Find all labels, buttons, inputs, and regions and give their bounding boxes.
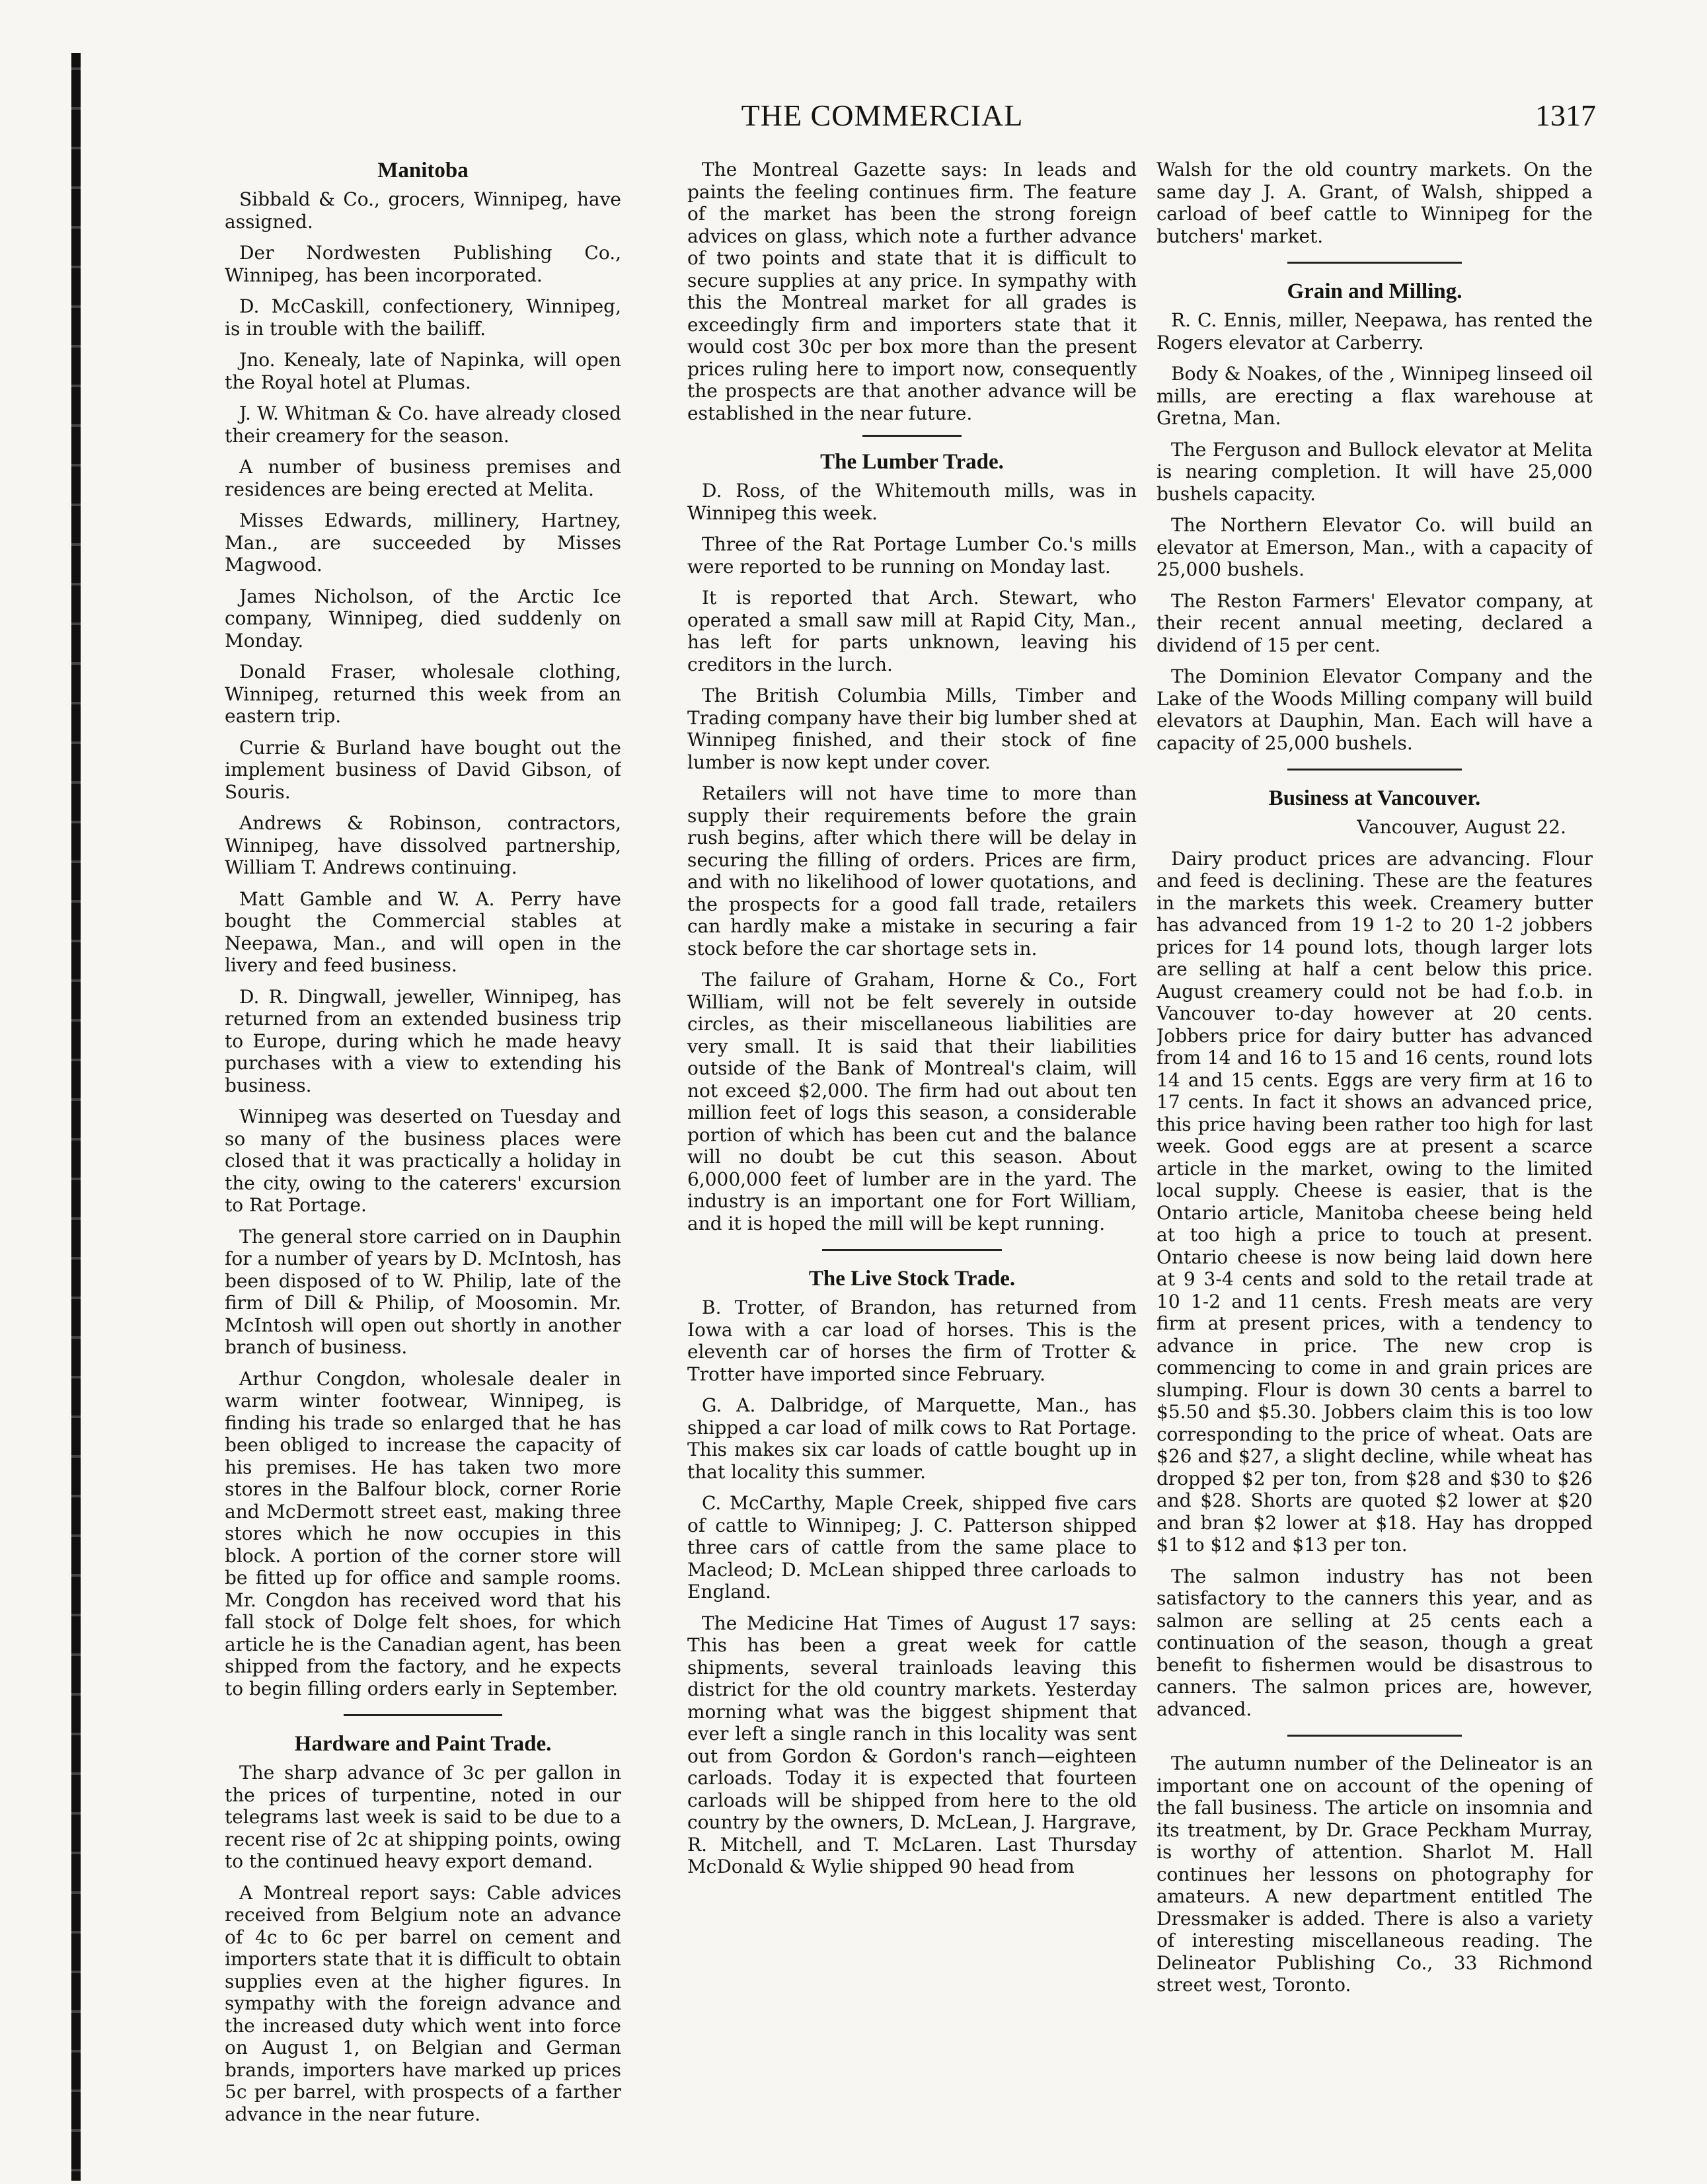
news-item: Andrews & Robinson, contractors, Winnipeg, have dissolved partnership, William T. Andrews continuing. xyxy=(225,812,621,878)
news-item: The British Columbia Mills, Timber and Trading company have their big lumber shed at Winnipeg finished, and their stock of fine lumber is now kept under cover. xyxy=(687,685,1137,773)
news-item: Donald Fraser, wholesale clothing, Winnipeg, returned this week from an eastern trip. xyxy=(225,661,621,727)
news-item: James Nicholson, of the Arctic Ice company, Winnipeg, died suddenly on Monday. xyxy=(225,585,621,652)
section-heading-manitoba: Manitoba xyxy=(377,159,469,182)
news-item: The sharp advance of 3c per gallon in the prices of turpentine, noted in our telegrams last week is said to be due to a recent rise of 2c at shipping points, owing to the continued heavy export demand. xyxy=(225,1762,621,1872)
news-item: G. A. Dalbridge, of Marquette, Man., has shipped a car load of milk cows to Rat Portage. This makes six car loads of cattle bought up in that locality this summer. xyxy=(687,1394,1137,1483)
news-item: A Montreal report says: Cable advices received from Belgium note an advance of 4c to 6c per barrel on cement and importers state that it is difficult to obtain supplies even at the higher figures. In sympathy with the foreign advance and the increased duty which went into force on August 1, on Belgian and German brands, importers have marked up prices 5c per barrel, with prospects of a farther advance in the near future. xyxy=(225,1881,621,2125)
news-item: Dairy product prices are advancing. Flour and feed is declining. These are the features in the markets this week. Creamery butter has advanced from 19 1-2 to 20 1-2 jobbers prices for 14 pound lots, though larger lots are selling at half a cent below this price. August creamery could not be had f.o.b. in Vancouver to-day however at 20 cents. Jobbers price for dairy butter has advanced from 14 and 16 to 15 and 16 cents, round lots 14 and 15 cents. Eggs are very firm at 16 to 17 cents. In fact it shows an advanced price, this price having been rather too high for last week. Good eggs are at present a scarce article in the market, owing to the limited local supply. Cheese is easier, that is the Ontario article, Manitoba cheese being held at too high a price to touch at present. Ontario cheese is now being laid down here at 9 3-4 cents and sold to the retail trade at 10 1-2 and 11 cents. Fresh meats are very firm at present prices, with a tendency to advance in price. The new crop is commencing to come in and grain prices are slumping. Flour is down 30 cents a barrel to $5.50 and $5.30. Jobbers claim this is too low corresponding to the price of wheat. Oats are $26 and $27, a slight decline, while wheat has dropped $2 per ton, from $28 and $30 to $26 and $28. Shorts are quoted $2 lower at $20 and bran $2 lower at $18. Hay has dropped $1 to $12 and $13 per ton. xyxy=(1157,847,1593,1556)
news-item: The Ferguson and Bullock elevator at Melita is nearing completion. It will have 25,000 bushels capacity. xyxy=(1157,438,1593,505)
news-item: R. C. Ennis, miller, Neepawa, has rented the Rogers elevator at Carberry. xyxy=(1157,309,1593,354)
news-item: The salmon industry has not been satisfactory to the canners this year, and as salmon are selling at 25 cents each a continuation of the season, though a great benefit to fishermen would be disastrous to canners. The salmon prices are, however, advanced. xyxy=(1157,1565,1593,1720)
page-title: THE COMMERCIAL xyxy=(741,98,1024,132)
news-item: C. McCarthy, Maple Creek, shipped five cars of cattle to Winnipeg; J. C. Patterson shipped three cars of cattle from the same place to Macleod; D. McLean shipped three carloads to England. xyxy=(687,1492,1137,1602)
section-heading-hardware: Hardware and Paint Trade. xyxy=(294,1732,552,1756)
news-item: The Northern Elevator Co. will build an elevator at Emerson, Man., with a capacity of 25,000 bushels. xyxy=(1157,514,1593,580)
section-divider xyxy=(1287,262,1462,264)
news-item: It is reported that Arch. Stewart, who operated a small saw mill at Rapid City, Man., has left for parts unknown, leaving his creditors in the lurch. xyxy=(687,587,1137,675)
column-1 xyxy=(225,159,621,2148)
running-head xyxy=(169,98,1596,137)
news-item: The Dominion Elevator Company and the Lake of the Woods Milling company will build elevators at Dauphin, Man. Each will have a capacity of 25,000 bushels. xyxy=(1157,665,1593,754)
news-item: Retailers will not have time to more than supply their requirements before the grain rush begins, after which there will be delay in securing the filling of orders. Prices are firm, and with no likelihood of lower quotations, and the prospects for a good fall trade, retailers can hardly make a mistake in securing a fair stock before the car shortage sets in. xyxy=(687,782,1137,960)
news-item: The general store carried on in Dauphin for a number of years by D. McIntosh, has been disposed of to W. Philip, late of the firm of Dill & Philip, of Moosomin. Mr. McIntosh will open out shortly in another branch of business. xyxy=(225,1225,621,1358)
section-divider xyxy=(344,1714,502,1716)
section-heading-livestock: The Live Stock Trade. xyxy=(808,1267,1016,1291)
section-divider xyxy=(1287,1735,1462,1737)
news-item: D. R. Dingwall, jeweller, Winnipeg, has returned from an extended business trip to Europe, during which he made heavy purchases with a view to extending his business. xyxy=(225,985,621,1096)
news-item: D. McCaskill, confectionery, Winnipeg, is in trouble with the bailiff. xyxy=(225,295,621,340)
news-item-continued: The Montreal Gazette says: In leads and paints the feeling continues firm. The feature of the market has been the strong foreign advices on glass, which note a further advance of two points and state that it is difficult to secure supplies at any price. In sympathy with this the Montreal market for all grades is exceedingly firm and importers state that it would cost 30c per box more than the present prices ruling here to import now, consequently the prospects are that another advance will be established in the near future. xyxy=(687,159,1137,424)
dateline: Vancouver, August 22. xyxy=(1357,816,1566,838)
news-item: Jno. Kenealy, late of Napinka, will open the Royal hotel at Plumas. xyxy=(225,349,621,393)
news-item: D. Ross, of the Whitemouth mills, was in Winnipeg this week. xyxy=(687,480,1137,524)
column-3 xyxy=(1157,159,1593,2148)
section-divider xyxy=(822,1249,1002,1251)
news-item: Body & Noakes, of the , Winnipeg linseed oil mills, are erecting a flax warehouse at Gretna, Man. xyxy=(1157,363,1593,429)
section-heading-grain: Grain and Milling. xyxy=(1287,280,1462,303)
news-item: Winnipeg was deserted on Tuesday and so many of the business places were closed that it was practically a holiday in the city, owing to the caterers' excursion to Rat Portage. xyxy=(225,1106,621,1216)
news-item: The autumn number of the Delineator is an important one on account of the opening of the fall business. The article on insomnia and its treatment, by Dr. Grace Peckham Murray, is worthy of attention. Sharlot M. Hall continues her lessons on photography for amateurs. A new department entitled The Dressmaker is added. There is also a variety of interesting miscellaneous reading. The Delineator Publishing Co., 33 Richmond street west, Toronto. xyxy=(1157,1752,1593,1996)
section-divider xyxy=(862,435,962,437)
news-item: A number of business premises and residences are being erected at Melita. xyxy=(225,456,621,500)
news-item: Sibbald & Co., grocers, Winnipeg, have assigned. xyxy=(225,188,621,233)
section-heading-lumber: The Lumber Trade. xyxy=(820,450,1004,474)
page-binding-edge xyxy=(71,53,81,2181)
news-item: B. Trotter, of Brandon, has returned from Iowa with a car load of horses. This is the eleventh car of horses the firm of Trotter & Trotter have imported since February. xyxy=(687,1297,1137,1385)
news-item: The failure of Graham, Horne & Co., Fort William, will not be felt severely in outside circles, as their miscellaneous liabilities are very small. It is said that their liabilities outside of the Bank of Montreal's claim, will not exceed $2,000. The firm had out about ten million feet of logs this season, a considerable portion of which has been cut and the balance will no doubt be cut this season. About 6,000,000 feet of lumber are in the yard. The industry is an important one for Fort William, and it is hoped the mill will be kept running. xyxy=(687,969,1137,1234)
news-item: Three of the Rat Portage Lumber Co.'s mills were reported to be running on Monday last. xyxy=(687,533,1137,578)
news-item-continued: Walsh for the old country markets. On the same day J. A. Grant, of Walsh, shipped a carload of beef cattle to Winnipeg for the butchers' market. xyxy=(1157,159,1593,247)
section-heading-vancouver: Business at Vancouver. xyxy=(1268,786,1481,810)
news-item: Matt Gamble and W. A. Perry have bought the Commercial stables at Neepawa, Man., and will open in the livery and feed business. xyxy=(225,887,621,976)
column-2 xyxy=(687,159,1137,2148)
news-item: Arthur Congdon, wholesale dealer in warm winter footwear, Winnipeg, is finding his trade so enlarged that he has been obliged to increase the capacity of his premises. He has taken two more stores in the Balfour block, corner Rorie and McDermott street east, making three stores which he now occupies in this block. A portion of the corner store will be fitted up for office and sample rooms. Mr. Congdon has received word that his fall stock of Dolge felt shoes, for which article he is the Canadian agent, has been shipped from the factory, and he expects to begin filling orders early in September. xyxy=(225,1367,621,1700)
section-divider xyxy=(1287,769,1462,771)
news-item: Currie & Burland have bought out the implement business of David Gibson, of Souris. xyxy=(225,736,621,803)
news-item: Misses Edwards, millinery, Hartney, Man., are succeeded by Misses Magwood. xyxy=(225,509,621,576)
news-item: The Medicine Hat Times of August 17 says: This has been a great week for cattle shipments, several trainloads leaving this district for the old country markets. Yesterday morning what was the biggest shipment that ever left a single ranch in this locality was sent out from Gordon & Gordon's ranch—eighteen carloads. Today it is expected that fourteen carloads will be shipped from here to the old country by the owners, D. McLean, J. Hargrave, R. Mitchell, and T. McLaren. Last Thursday McDonald & Wylie shipped 90 head from xyxy=(687,1612,1137,1877)
news-item: J. W. Whitman & Co. have already closed their creamery for the season. xyxy=(225,402,621,447)
news-item: The Reston Farmers' Elevator company, at their recent annual meeting, declared a dividend of 15 per cent. xyxy=(1157,589,1593,656)
page-number: 1317 xyxy=(1535,98,1596,132)
news-item: Der Nordwesten Publishing Co., Winnipeg, has been incorporated. xyxy=(225,242,621,286)
